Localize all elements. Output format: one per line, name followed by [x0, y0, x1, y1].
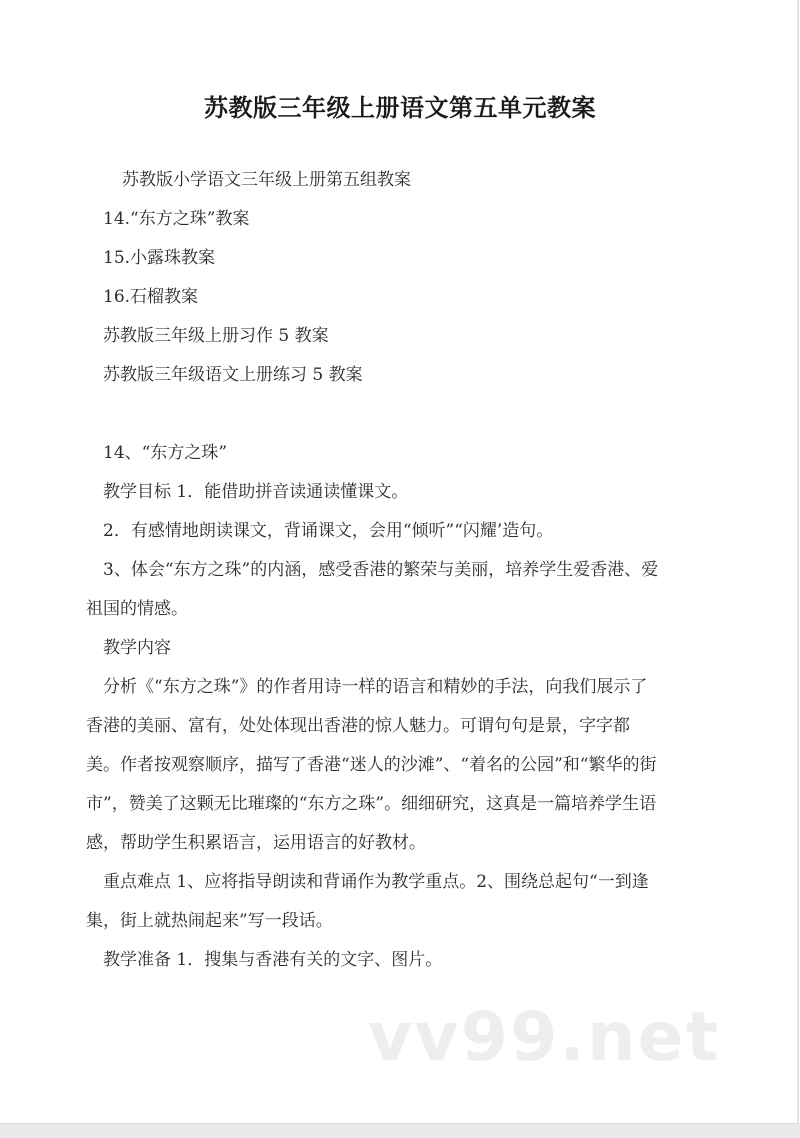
toc-intro: 苏教版小学语文三年级上册第五组教案 [122, 170, 411, 190]
lesson-heading: 14、“东方之珠” [103, 443, 228, 463]
lesson-goal-continuation: 祖国的情感。 [86, 599, 188, 619]
content-line: 感，帮助学生积累语言，运用语言的好教材。 [86, 833, 426, 853]
key-points-line: 集，街上就热闹起来”写一段话。 [86, 911, 333, 931]
key-points-line: 重点难点 1、应将指导朗读和背诵作为教学重点。2、围绕总起句“一到逢 [103, 872, 649, 892]
content-heading: 教学内容 [103, 638, 171, 658]
toc-item: 16.石榴教案 [103, 287, 199, 307]
preparation-line: 教学准备 1．搜集与香港有关的文字、图片。 [103, 950, 443, 970]
toc-item: 苏教版三年级上册习作 5 教案 [103, 326, 329, 346]
lesson-goal: 教学目标 1．能借助拼音读通读懂课文。 [103, 482, 409, 502]
document-title: 苏教版三年级上册语文第五单元教案 [204, 94, 596, 122]
toc-item: 15.小露珠教案 [103, 248, 216, 268]
lesson-goal: 2．有感情地朗读课文，背诵课文，会用“倾听”“闪耀’造句。 [103, 521, 554, 541]
toc-item: 14.“东方之珠”教案 [103, 209, 250, 229]
content-line: 香港的美丽、富有，处处体现出香港的惊人魅力。可谓句句是景，字字都 [86, 716, 630, 736]
toc-item: 苏教版三年级语文上册练习 5 教案 [103, 365, 363, 385]
watermark-text: vv99.net [368, 998, 721, 1077]
page-bottom-edge [0, 1123, 800, 1138]
content-line: 分析《“东方之珠”》的作者用诗一样的语言和精妙的手法，向我们展示了 [103, 677, 648, 697]
content-line: 市”，赞美了这颗无比璀璨的“东方之珠”。细细研究，这真是一篇培养学生语 [86, 794, 657, 814]
content-line: 美。作者按观察顺序，描写了香港“迷人的沙滩”、“着名的公园”和“繁华的街 [86, 755, 657, 775]
lesson-goal: 3、体会“东方之珠”的内涵，感受香港的繁荣与美丽，培养学生爱香港、爱 [103, 560, 659, 580]
